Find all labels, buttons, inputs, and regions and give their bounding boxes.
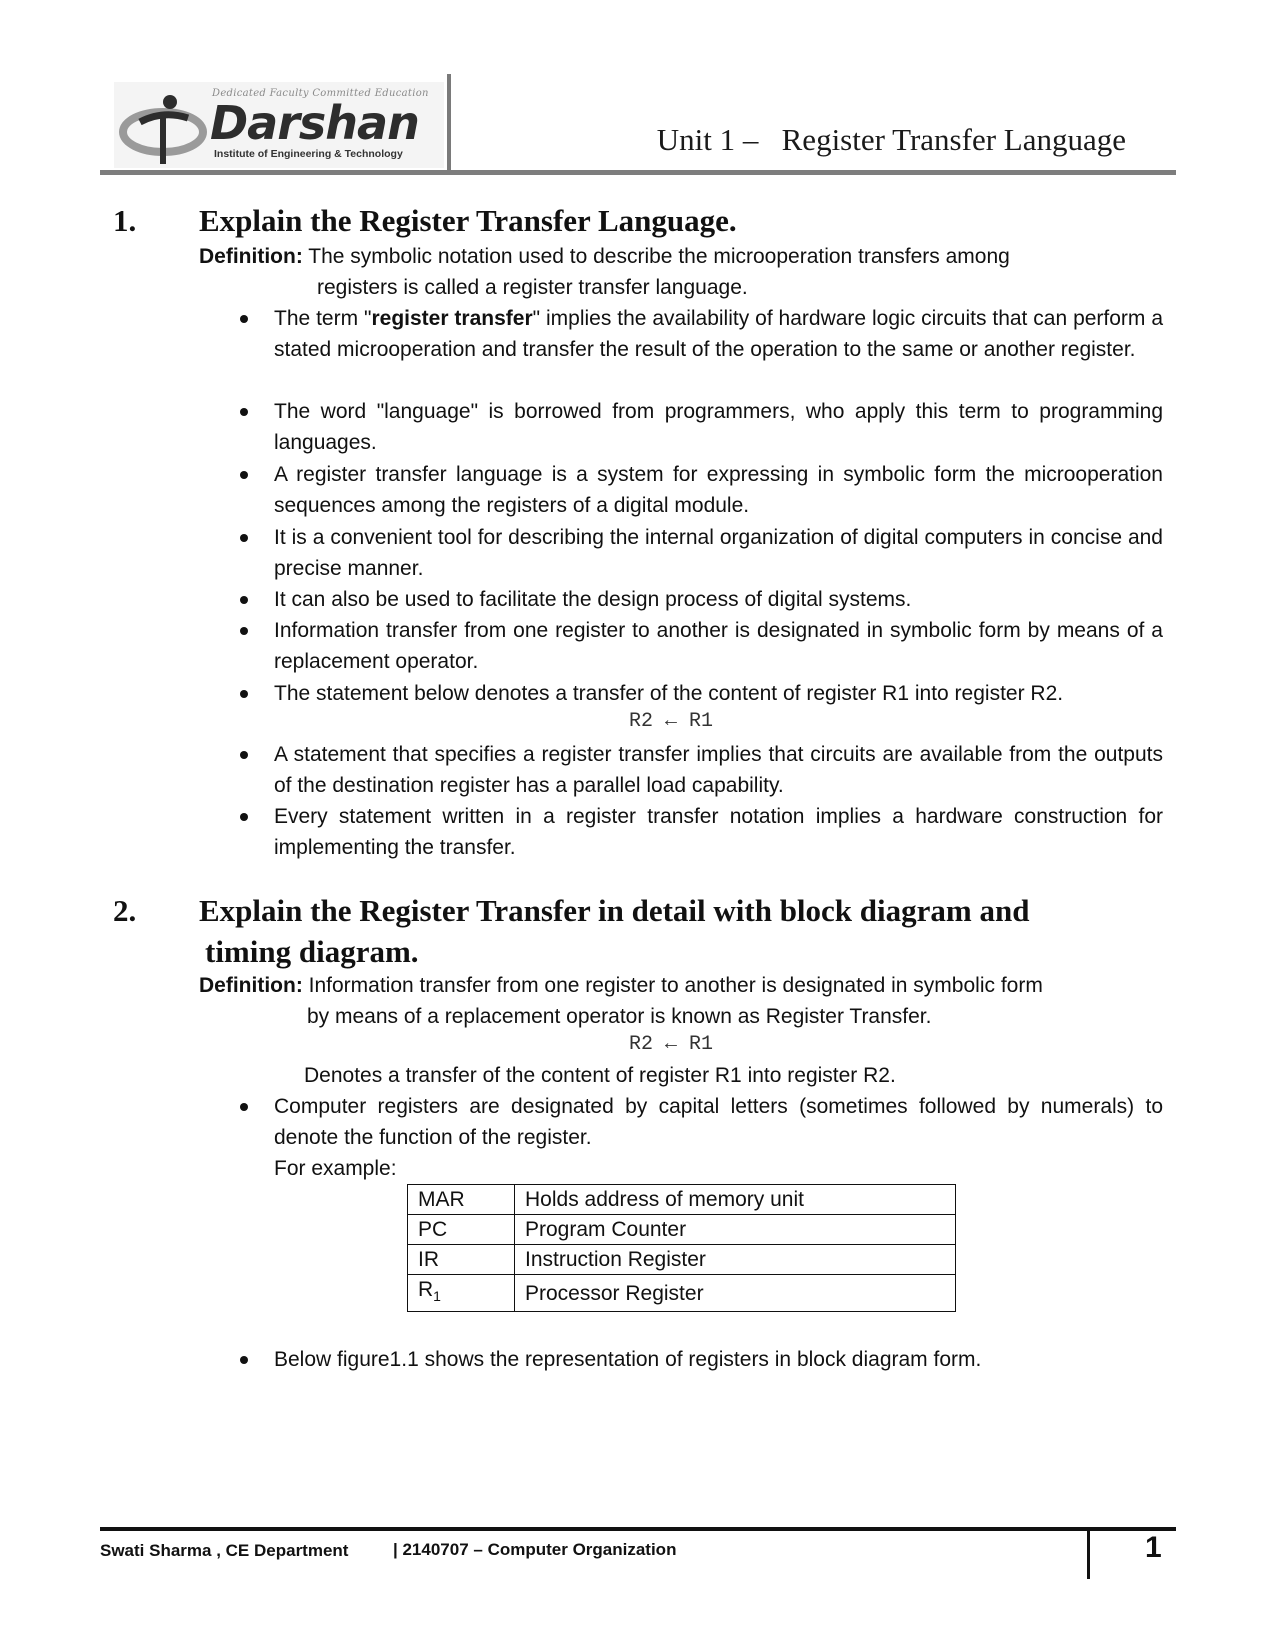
section-title-line1: Explain the Register Transfer in detail with block diagram and [199, 893, 1030, 928]
list-item: A register transfer language is a system for expressing in symbolic form the microoperation sequences among the registers of a digital module. [274, 463, 1163, 517]
bold-term: register transfer [371, 307, 533, 330]
table-row [408, 1275, 956, 1312]
footer-rule [100, 1527, 1176, 1531]
bullet-icon [240, 751, 248, 759]
register-table [407, 1184, 956, 1312]
register-description: Processor Register [515, 1275, 956, 1312]
section-title: Explain the Register Transfer Language. [199, 203, 737, 238]
notation-caption: Denotes a transfer of the content of register R1 into register R2. [304, 1064, 896, 1087]
section-title-line2: timing diagram. [205, 934, 419, 969]
bullet-icon [240, 1356, 248, 1364]
logo-name: Darshan [210, 96, 419, 150]
logo-emblem-icon [118, 92, 208, 166]
rtl-notation: R2 ← R1 [629, 710, 714, 733]
section-number: 1. [113, 203, 137, 238]
unit-title: Unit 1 – Register Transfer Language [656, 122, 1126, 157]
table-row [408, 1215, 956, 1245]
definition-continuation: by means of a replacement operator is known as Register Transfer. [307, 1005, 932, 1028]
definition-continuation: registers is called a register transfer language. [317, 276, 748, 299]
section-2-heading [113, 893, 1173, 973]
list-item: Computer registers are designated by capital letters (sometimes followed by numerals) to denote the function of the register. [274, 1095, 1163, 1149]
bullet-icon [240, 408, 248, 416]
register-name: IR [408, 1245, 515, 1275]
register-name: $R_1$ [408, 1275, 515, 1312]
darshan-logo [114, 82, 444, 168]
example-label: For example: [274, 1157, 397, 1180]
list-item: It is a convenient tool for describing the internal organization of digital computers in concise and precise manner. [274, 526, 1163, 580]
footer-course: | 2140707 – Computer Organization [393, 1540, 677, 1559]
list-item: Below figure1.1 shows the representation of registers in block diagram form. [274, 1348, 982, 1371]
list-item: The statement below denotes a transfer of the content of register R1 into register R2. [274, 682, 1064, 705]
register-name: MAR [408, 1185, 515, 1215]
logo-tagline: Dedicated Faculty Committed Education [212, 88, 429, 99]
list-item: A statement that specifies a register transfer implies that circuits are available from the outputs of the destination register has a parallel load capability. [274, 743, 1163, 797]
register-description: Holds address of memory unit [515, 1185, 956, 1215]
definition-paragraph [199, 241, 1163, 272]
header-rule [100, 170, 1176, 175]
bullet-icon [240, 690, 248, 698]
bullet-icon [240, 534, 248, 542]
definition-text: Information transfer from one register to another is designated in symbolic form [308, 974, 1043, 997]
bullet-icon [240, 627, 248, 635]
definition-label: Definition: [199, 245, 303, 268]
register-description: Program Counter [515, 1215, 956, 1245]
page-number: 1 [1145, 1531, 1162, 1564]
logo-subtitle: Institute of Engineering & Technology [214, 148, 403, 160]
bullet-icon [240, 315, 248, 323]
definition-text: The symbolic notation used to describe the microoperation transfers among [308, 245, 1010, 268]
list-item: The word "language" is borrowed from programmers, who apply this term to programming languages. [274, 400, 1163, 454]
bullet-icon [240, 596, 248, 604]
footer-author: Swati Sharma , CE Department [100, 1541, 349, 1560]
bullet-icon [240, 1103, 248, 1111]
section-number: 2. [113, 893, 137, 928]
table-row [408, 1245, 956, 1275]
header-divider [447, 74, 451, 170]
register-description: Instruction Register [515, 1245, 956, 1275]
list-item: The term "register transfer" implies the availability of hardware logic circuits that can perform a stated microoperation and transfer the result of the operation to the same or another register. [274, 307, 1164, 361]
register-name: PC [408, 1215, 515, 1245]
definition-label: Definition: [199, 974, 303, 997]
bullet-icon [240, 471, 248, 479]
footer-divider [1087, 1529, 1090, 1579]
list-item: Every statement written in a register transfer notation implies a hardware construction for implementing the transfer. [274, 805, 1163, 859]
list-item: It can also be used to facilitate the design process of digital systems. [274, 588, 912, 611]
list-item: Information transfer from one register to another is designated in symbolic form by means of a replacement operator. [274, 619, 1163, 673]
rtl-notation: R2 ← R1 [629, 1033, 714, 1056]
table-row [408, 1185, 956, 1215]
page-header [100, 74, 1176, 174]
definition-paragraph [199, 970, 1163, 1001]
bullet-icon [240, 813, 248, 821]
